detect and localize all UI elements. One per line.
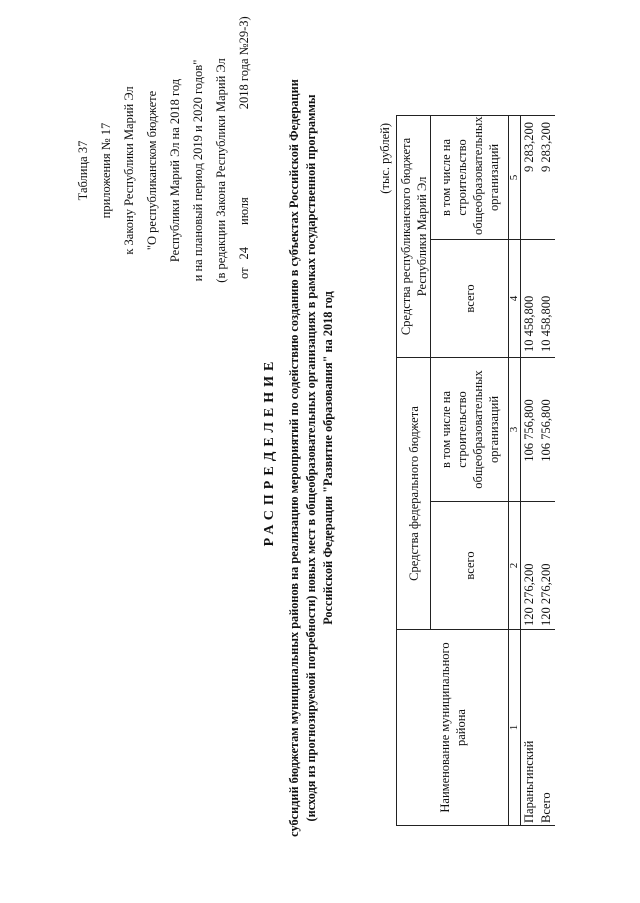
column-number: 5 bbox=[509, 115, 521, 239]
date-day: 24 bbox=[237, 246, 251, 260]
approval-line: приложения № 17 bbox=[99, 122, 113, 219]
district-name: Всего bbox=[538, 630, 555, 826]
approval-block bbox=[72, 16, 256, 293]
column-number: 3 bbox=[509, 357, 521, 501]
table-row-total bbox=[538, 115, 555, 825]
approval-line: "О республиканском бюджете bbox=[145, 90, 159, 251]
header-republic-construction: в том числе на строительство общеобразовательных организаций bbox=[431, 115, 509, 239]
republic-construction-value: 9 283,200 bbox=[521, 115, 539, 239]
column-number: 2 bbox=[509, 502, 521, 630]
approval-line: к Закону Республики Марий Эл bbox=[122, 86, 136, 255]
document-title: РАСПРЕДЕЛЕНИЕ bbox=[262, 356, 277, 547]
approval-line: Республики Марий Эл на 2018 год bbox=[168, 78, 182, 263]
table-row bbox=[521, 115, 539, 825]
header-federal-budget: Средства федерального бюджета bbox=[397, 357, 431, 629]
distribution-table bbox=[396, 115, 555, 826]
federal-construction-value: 106 756,800 bbox=[521, 357, 539, 501]
column-number: 1 bbox=[509, 630, 521, 826]
header-district-name: Наименование муниципального района bbox=[397, 630, 509, 826]
district-name: Параньгинский bbox=[521, 630, 539, 826]
federal-total-value: 120 276,200 bbox=[521, 502, 539, 630]
approval-line: Таблица 37 bbox=[76, 140, 90, 201]
republic-total-value: 10 458,800 bbox=[538, 239, 555, 357]
header-federal-total: всего bbox=[431, 502, 509, 630]
date-prefix: от bbox=[237, 267, 251, 279]
approval-line: и на плановый период 2019 и 2020 годов" bbox=[191, 59, 205, 282]
header-republic-total: всего bbox=[431, 239, 509, 357]
federal-construction-value: 106 756,800 bbox=[538, 357, 555, 501]
document-subtitle: субсидий бюджетам муниципальных районов на реализацию мероприятий по содействию созданию в субъектах Российской Федерации (исходя из прогнозируемой потребности) новых мест в общеобразовательных организациях в рамках государственной программы Российской Федерации "Развитие образования" на 2018 год bbox=[287, 79, 335, 837]
approval-line: (в редакции Закона Республики Марий Эл bbox=[214, 58, 228, 283]
date-month: июля bbox=[237, 197, 251, 225]
federal-total-value: 120 276,200 bbox=[538, 502, 555, 630]
header-federal-construction: в том числе на строительство общеобразовательных организаций bbox=[431, 357, 509, 501]
unit-note: (тыс. рублей) bbox=[378, 123, 392, 194]
header-republic-budget: Средства республиканского бюджета Республики Марий Эл bbox=[397, 115, 431, 357]
column-number: 4 bbox=[509, 239, 521, 357]
republic-construction-value: 9 283,200 bbox=[538, 115, 555, 239]
republic-total-value: 10 458,800 bbox=[521, 239, 539, 357]
date-year: 2018 года №29-З) bbox=[237, 16, 251, 110]
approval-date-line bbox=[233, 16, 256, 293]
